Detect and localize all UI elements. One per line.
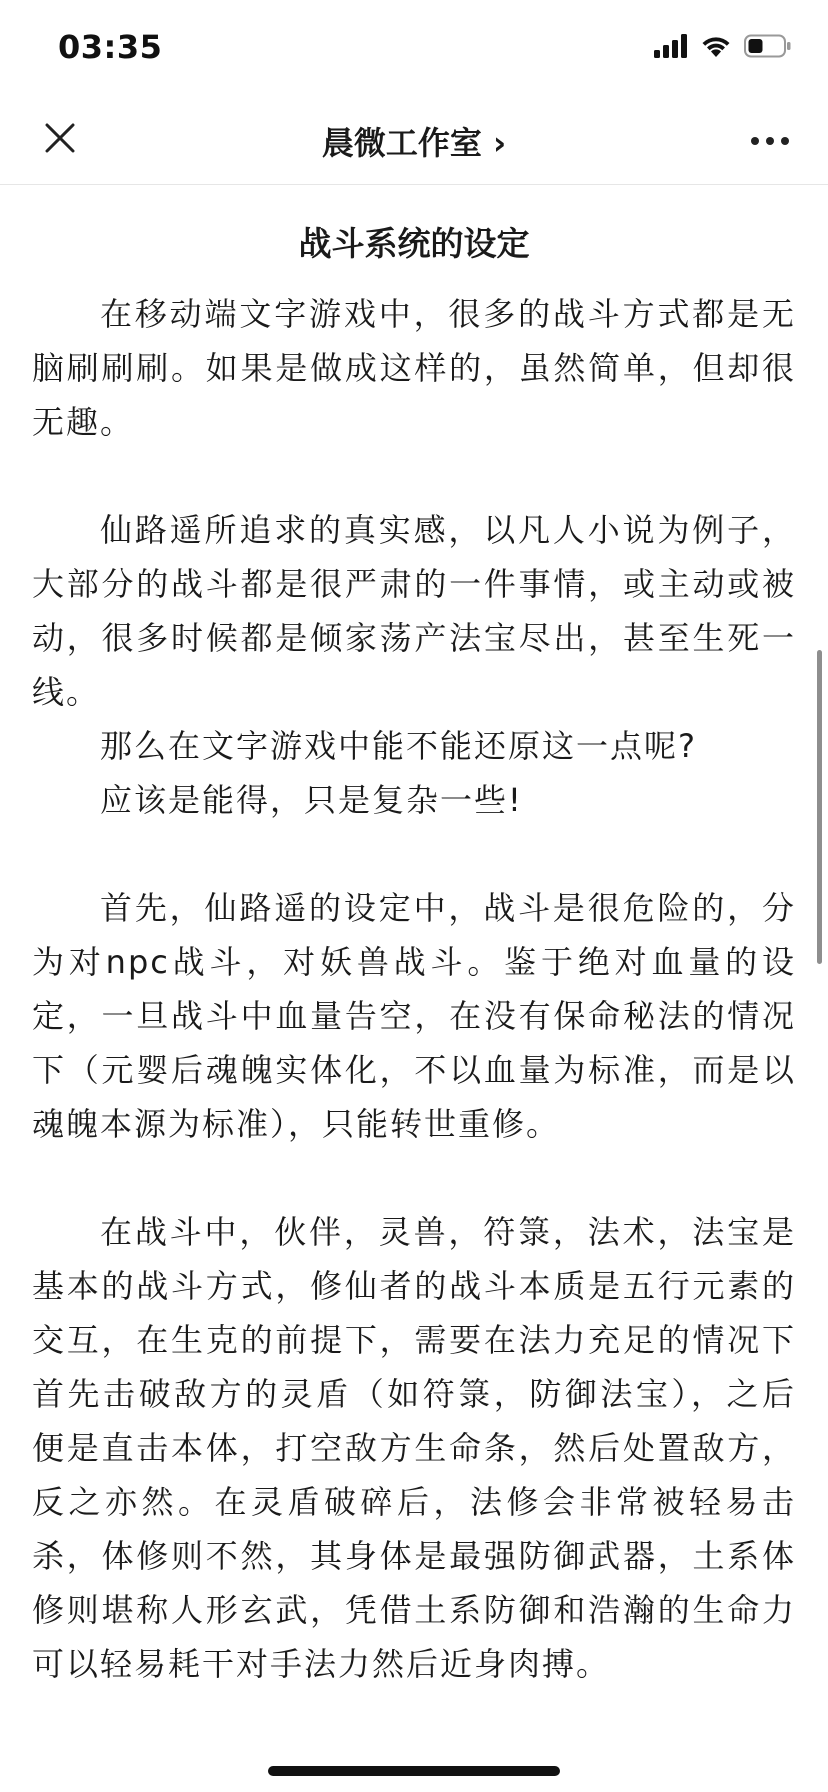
paragraph: 应该是能得，只是复杂一些! [100, 781, 523, 819]
blank-line [32, 827, 796, 881]
status-bar [0, 0, 828, 96]
nav-bar [0, 96, 828, 185]
battery-icon [744, 34, 792, 62]
blank-line [32, 1151, 796, 1205]
article-title: 战斗系统的设定 [298, 224, 530, 263]
paragraph: 首先，仙路遥的设定中，战斗是很危险的，分为对npc战斗，对妖兽战斗。鉴于绝对血量的设定，一旦战斗中血量告空，在没有保命秘法的情况下（元婴后魂魄实体化，不以血量为标准，而是以魂魄本源为标准），只能转世重修。 [32, 889, 796, 1143]
status-time: 03:35 [58, 28, 163, 66]
signal-bars-icon [654, 34, 688, 62]
blank-line [32, 449, 796, 503]
paragraph: 仙路遥所追求的真实感，以凡人小说为例子，大部分的战斗都是很严肃的一件事情，或主动或被动，很多时候都是倾家荡产法宝尽出，甚至生死一线。 [32, 511, 796, 711]
article-content [32, 184, 796, 1691]
account-name-link[interactable]: 晨微工作室 › [321, 124, 507, 162]
paragraph: 在战斗中，伙伴，灵兽，符箓，法术，法宝是基本的战斗方式，修仙者的战斗本质是五行元素的交互，在生克的前提下，需要在法力充足的情况下首先击破敌方的灵盾（如符箓，防御法宝），之后便是直击本体，打空敌方生命条，然后处置敌方，反之亦然。在灵盾破碎后，法修会非常被轻易击杀，体修则不然，其身体是最强防御武器，土系体修则堪称人形玄武，凭借土系防御和浩瀚的生命力可以轻易耗干对手法力然后近身肉搏。 [32, 1213, 796, 1683]
paragraph: 在移动端文字游戏中，很多的战斗方式都是无脑刷刷刷。如果是做成这样的，虽然简单，但却很无趣。 [32, 295, 796, 441]
more-button[interactable] [742, 114, 798, 166]
paragraph: 那么在文字游戏中能不能还原这一点呢? [100, 727, 697, 765]
wifi-icon [700, 34, 732, 62]
status-icons [654, 34, 792, 62]
home-indicator[interactable] [268, 1766, 560, 1776]
more-dots-icon [750, 131, 790, 150]
scrollbar[interactable] [817, 650, 822, 964]
